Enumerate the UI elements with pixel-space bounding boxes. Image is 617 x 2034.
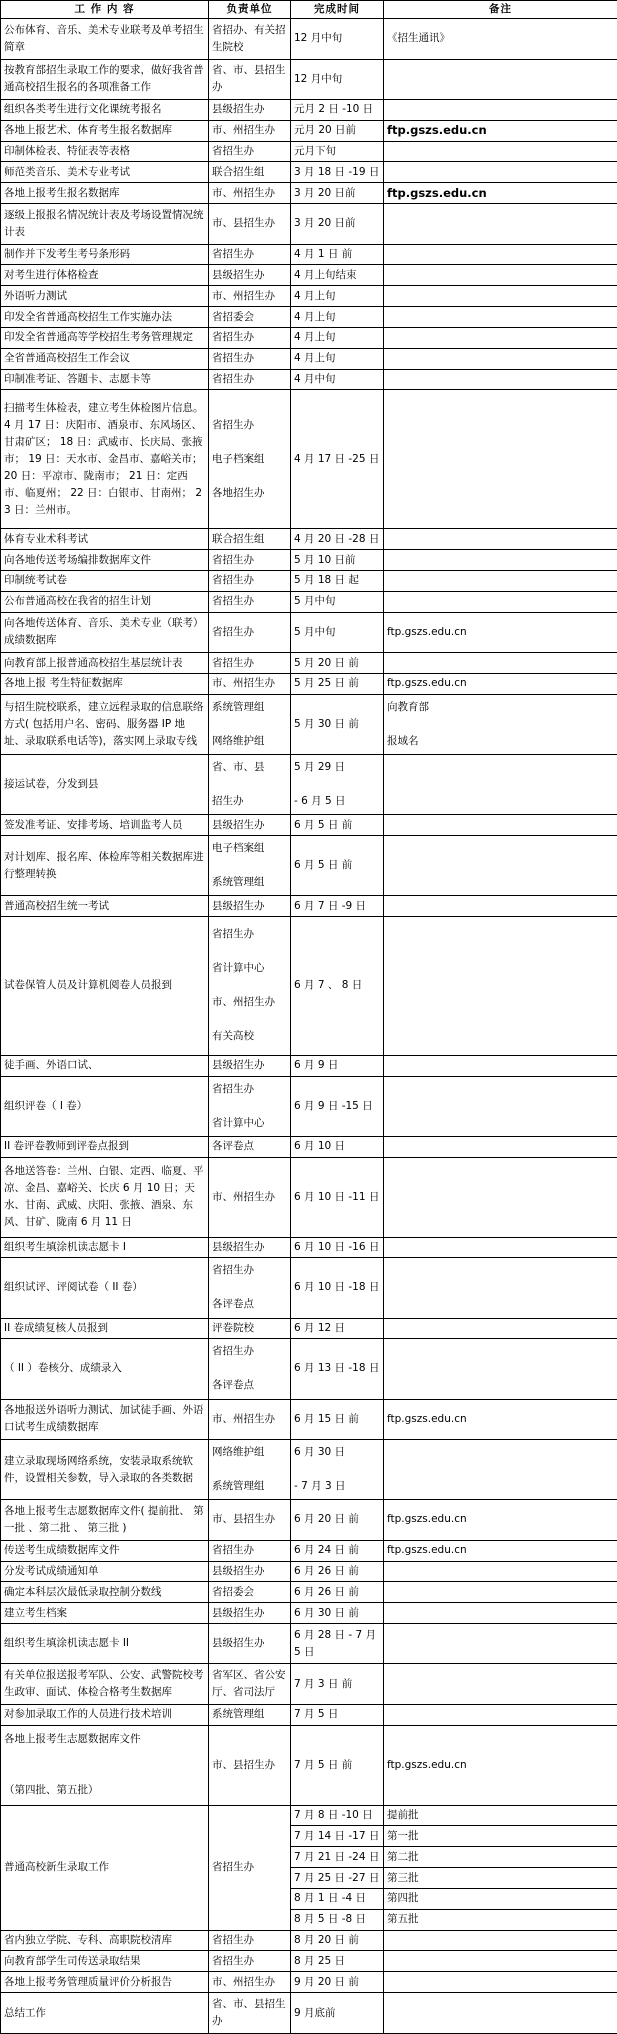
unit-cell: 省招生办 (209, 348, 291, 369)
task-cell: 确定本科层次最低录取控制分数线 (1, 1582, 209, 1603)
unit-cell: 省招生办 各评卷点 (209, 1258, 291, 1318)
time-cell: 4 月上旬 (291, 286, 384, 307)
note-cell (384, 916, 617, 1055)
table-row (1, 1540, 617, 1561)
time-cell: 6 月 10 日 (291, 1136, 384, 1157)
note-cell (384, 307, 617, 328)
note-cell: 《招生通讯》 (384, 19, 617, 60)
unit-cell: 省招生办 (209, 369, 291, 390)
table-row (1, 369, 617, 390)
unit-cell: 省招生办 省计算中心 (209, 1076, 291, 1136)
table-row (1, 1258, 617, 1318)
time-cell: 9 月 20 日 前 (291, 1972, 384, 1993)
unit-cell: 县级招生办 (209, 1603, 291, 1624)
task-cell: 按教育部招生录取工作的要求，做好我省普通高校招生报名的各项准备工作 (1, 59, 209, 100)
time-cell: 3 月 18 日 -19 日 (291, 162, 384, 183)
task-cell: 外语听力测试 (1, 286, 209, 307)
time-cell: 6 月 12 日 (291, 1318, 384, 1339)
note-cell (384, 1951, 617, 1972)
unit-cell: 市、县招生办 (209, 1725, 291, 1805)
table-row (1, 1972, 617, 1993)
unit-cell: 市、州招生办 (209, 1399, 291, 1440)
unit-cell: 市、州招生办 (209, 1157, 291, 1237)
note-cell (384, 1603, 617, 1624)
task-cell: 公布体育、音乐、美术专业联考及单考招生简章 (1, 19, 209, 60)
unit-cell: 省招生办 (209, 141, 291, 162)
table-row (1, 754, 617, 814)
note-cell (384, 348, 617, 369)
task-cell: 试卷保管人员及计算机阅卷人员报到 (1, 916, 209, 1055)
time-cell: 6 月 15 日 前 (291, 1399, 384, 1440)
time-cell: 5 月中旬 (291, 591, 384, 612)
task-cell: 对计划库、报名库、体检库等相关数据库进行整理转换 (1, 835, 209, 895)
table-row (1, 1664, 617, 1705)
note-cell: 第三批 (384, 1868, 617, 1889)
table-row (1, 1136, 617, 1157)
task-cell: 印发全省普通高等学校招生考务管理规定 (1, 327, 209, 348)
unit-cell: 县级招生办 (209, 100, 291, 121)
table-row (1, 1930, 617, 1951)
note-cell (384, 1157, 617, 1237)
note-cell (384, 1055, 617, 1076)
time-cell: 8 月 20 日 前 (291, 1930, 384, 1951)
note-cell (384, 835, 617, 895)
unit-cell: 县级招生办 (209, 1055, 291, 1076)
task-cell: 普通高校招生统一考试 (1, 896, 209, 917)
note-cell: ftp.gszs.edu.cn (384, 183, 617, 204)
note-cell (384, 1318, 617, 1339)
task-cell: 各地上报考务管理质量评价分析报告 (1, 1972, 209, 1993)
unit-cell: 县级招生办 (209, 265, 291, 286)
time-cell: 7 月 5 日 (291, 1704, 384, 1725)
table-row (1, 815, 617, 836)
task-cell: 各地上报考生志愿数据库文件( 提前批、 第一批 、第二批 、 第三批 ) (1, 1500, 209, 1541)
note-cell (384, 369, 617, 390)
time-cell: 7 月 3 日 前 (291, 1664, 384, 1705)
note-cell: ftp.gszs.edu.cn (384, 1500, 617, 1541)
note-cell (384, 162, 617, 183)
table-row (1, 916, 617, 1055)
task-cell: 师范类音乐、美术专业考试 (1, 162, 209, 183)
task-cell: 各地上报考生志愿数据库文件 （第四批、第五批） (1, 1725, 209, 1805)
task-cell: 各地送答卷：兰州、白银、定西、临夏、平凉、金昌、嘉峪关、长庆 6 月 10 日；天水、甘南、武威、庆阳、张掖、酒泉、东风、甘矿、陇南 6 月 11 日 (1, 1157, 209, 1237)
unit-cell: 联合招生组 (209, 529, 291, 550)
table-row (1, 348, 617, 369)
unit-cell: 市、州招生办 (209, 286, 291, 307)
note-cell: 向教育部 报域名 (384, 694, 617, 754)
task-cell: 向各地传送考场编排数据库文件 (1, 550, 209, 571)
task-cell: 印制体检表、特征表等表格 (1, 141, 209, 162)
table-row (1, 100, 617, 121)
table-row (1, 1951, 617, 1972)
unit-cell: 省、市、县招生办 (209, 59, 291, 100)
time-cell: 6 月 5 日 前 (291, 835, 384, 895)
time-cell: 4 月上旬 (291, 327, 384, 348)
table-row (1, 120, 617, 141)
task-cell: 制作并下发考生考号条形码 (1, 244, 209, 265)
note-cell (384, 204, 617, 245)
time-cell: 6 月 26 日 前 (291, 1561, 384, 1582)
table-row (1, 19, 617, 60)
table-row (1, 183, 617, 204)
task-cell: 建立考生档案 (1, 1603, 209, 1624)
note-cell (384, 1076, 617, 1136)
note-cell (384, 1561, 617, 1582)
time-cell: 5 月 20 日 前 (291, 653, 384, 674)
table-row (1, 307, 617, 328)
table-row (1, 1318, 617, 1339)
unit-cell: 系统管理组 网络维护组 (209, 694, 291, 754)
unit-cell: 省招生办 各评卷点 (209, 1339, 291, 1399)
note-cell (384, 1258, 617, 1318)
unit-cell: 省、市、县招生办 (209, 1993, 291, 2034)
task-cell: 组织考生填涂机读志愿卡 I (1, 1237, 209, 1258)
time-cell: 6 月 30 日 前 (291, 1603, 384, 1624)
table-row (1, 1440, 617, 1500)
note-cell: ftp.gszs.edu.cn (384, 120, 617, 141)
time-cell: 6 月 30 日 - 7 月 3 日 (291, 1440, 384, 1500)
time-cell: 12 月中旬 (291, 59, 384, 100)
time-cell: 4 月 17 日 -25 日 (291, 390, 384, 529)
task-cell: 有关单位报送报考军队、公安、武警院校考生政审、面试、体检合格考生数据库 (1, 1664, 209, 1705)
unit-cell: 省招生办 省计算中心 市、州招生办 有关高校 (209, 916, 291, 1055)
unit-cell: 省招生办 (209, 653, 291, 674)
time-cell: 6 月 13 日 -18 日 (291, 1339, 384, 1399)
note-cell (384, 244, 617, 265)
time-cell: 4 月上旬 (291, 348, 384, 369)
time-cell: 7 月 8 日 -10 日 (291, 1805, 384, 1826)
table-row (1, 1076, 617, 1136)
task-cell: II 卷评卷教师到评卷点报到 (1, 1136, 209, 1157)
table-row (1, 141, 617, 162)
note-cell (384, 1136, 617, 1157)
unit-cell: 县级招生办 (209, 1623, 291, 1664)
task-cell: 各地上报 考生特征数据库 (1, 673, 209, 694)
time-cell: 5 月 30 日 前 (291, 694, 384, 754)
task-cell: 与招生院校联系，建立远程录取的信息联络方式( 包括用户名、密码、服务器 IP 地址、录取联系电话等)，落实网上录取专线 (1, 694, 209, 754)
note-cell (384, 1237, 617, 1258)
task-cell: 对考生进行体格检查 (1, 265, 209, 286)
note-cell (384, 100, 617, 121)
unit-cell: 评卷院校 (209, 1318, 291, 1339)
table-row (1, 1993, 617, 2034)
header-time: 完成时间 (291, 1, 384, 19)
note-cell (384, 327, 617, 348)
unit-cell: 县级招生办 (209, 896, 291, 917)
task-cell: 徒手画、外语口试、 (1, 1055, 209, 1076)
unit-cell: 省军区、省公安厅、省司法厅 (209, 1664, 291, 1705)
note-cell: 第一批 (384, 1826, 617, 1847)
unit-cell: 市、县招生办 (209, 1500, 291, 1541)
note-cell: ftp.gszs.edu.cn (384, 1399, 617, 1440)
header-note: 备注 (384, 1, 617, 19)
table-row (1, 835, 617, 895)
time-cell: 4 月 20 日 -28 日 (291, 529, 384, 550)
unit-cell: 市、州招生办 (209, 673, 291, 694)
note-cell (384, 754, 617, 814)
note-cell (384, 390, 617, 529)
time-cell: 6 月 5 日 前 (291, 815, 384, 836)
note-cell: ftp.gszs.edu.cn (384, 1725, 617, 1805)
header-unit: 负责单位 (209, 1, 291, 19)
unit-cell: 省招生办 (209, 550, 291, 571)
note-cell: ftp.gszs.edu.cn (384, 673, 617, 694)
time-cell: 6 月 9 日 (291, 1055, 384, 1076)
time-cell: 6 月 9 日 -15 日 (291, 1076, 384, 1136)
note-cell (384, 1623, 617, 1664)
task-cell: 印发全省普通高校招生工作实施办法 (1, 307, 209, 328)
unit-cell: 各评卷点 (209, 1136, 291, 1157)
table-row (1, 59, 617, 100)
task-cell: 向各地传送体育、音乐、美术专业（联考）成绩数据库 (1, 612, 209, 653)
time-cell: 12 月中旬 (291, 19, 384, 60)
table-row (1, 286, 617, 307)
note-cell: 第二批 (384, 1847, 617, 1868)
task-cell: 印制准考证、答题卡、志愿卡等 (1, 369, 209, 390)
table-row (1, 529, 617, 550)
table-row (1, 327, 617, 348)
note-cell (384, 265, 617, 286)
unit-cell: 省招生办 (209, 1930, 291, 1951)
header-task: 工 作 内 容 (1, 1, 209, 19)
unit-cell: 省招生办 (209, 1951, 291, 1972)
table-row (1, 1055, 617, 1076)
time-cell: 4 月 1 日 前 (291, 244, 384, 265)
time-cell: 3 月 20 日前 (291, 204, 384, 245)
time-cell: 3 月 20 日前 (291, 183, 384, 204)
table-row (1, 1725, 617, 1805)
note-cell (384, 1339, 617, 1399)
task-cell: 体育专业术科考试 (1, 529, 209, 550)
time-cell: 7 月 25 日 -27 日 (291, 1868, 384, 1889)
table-row (1, 1157, 617, 1237)
unit-cell: 省招生办 (209, 327, 291, 348)
time-cell: 5 月 29 日 - 6 月 5 日 (291, 754, 384, 814)
table-row (1, 1399, 617, 1440)
unit-cell: 市、州招生办 (209, 1972, 291, 1993)
task-cell: 向教育部学生司传送录取结果 (1, 1951, 209, 1972)
task-cell: （ II ）卷核分、成绩录入 (1, 1339, 209, 1399)
unit-cell: 省招委会 (209, 307, 291, 328)
unit-cell: 县级招生办 (209, 1237, 291, 1258)
unit-cell: 省招生办 (209, 244, 291, 265)
task-cell: 分发考试成绩通知单 (1, 1561, 209, 1582)
task-cell: 各地上报艺术、体育考生报名数据库 (1, 120, 209, 141)
time-cell: 4 月中旬 (291, 369, 384, 390)
task-cell: 逐级上报报名情况统计表及考场设置情况统计表 (1, 204, 209, 245)
task-cell: 全省普通高校招生工作会议 (1, 348, 209, 369)
task-cell: 组织评卷（ I 卷） (1, 1076, 209, 1136)
task-cell: 普通高校新生录取工作 (1, 1805, 209, 1930)
table-row (1, 1623, 617, 1664)
note-cell: 第五批 (384, 1909, 617, 1930)
task-cell: 组织试评、评阅试卷（ II 卷） (1, 1258, 209, 1318)
task-cell: 接运试卷，分发到县 (1, 754, 209, 814)
table-row (1, 265, 617, 286)
unit-cell: 县级招生办 (209, 815, 291, 836)
task-cell: 扫描考生体检表，建立考生体检图片信息。 4 月 17 日：庆阳市、酒泉市、东风场区、甘肃矿区； 18 日：武威市、长庆局、张掖市； 19 日：天水市、金昌市、嘉峪关市； 20 日：平凉市、陇南市； 21 日：定西市、临夏州； 22 日：白银市、甘南州； 23 日：兰州市。 (1, 390, 209, 529)
note-cell (384, 591, 617, 612)
task-cell: 印制统考试卷 (1, 570, 209, 591)
time-cell: 7 月 14 日 -17 日 (291, 1826, 384, 1847)
note-cell (384, 1582, 617, 1603)
time-cell: 6 月 10 日 -16 日 (291, 1237, 384, 1258)
note-cell (384, 815, 617, 836)
time-cell: 4 月上旬 (291, 307, 384, 328)
table-row (1, 1603, 617, 1624)
note-cell (384, 550, 617, 571)
unit-cell: 市、县招生办 (209, 204, 291, 245)
note-cell (384, 529, 617, 550)
unit-cell: 省招委会 (209, 1582, 291, 1603)
task-cell: 传送考生成绩数据库文件 (1, 1540, 209, 1561)
task-cell: II 卷成绩复核人员报到 (1, 1318, 209, 1339)
unit-cell: 省、市、县 招生办 (209, 754, 291, 814)
time-cell: 7 月 5 日 前 (291, 1725, 384, 1805)
time-cell: 元月 2 日 -10 日 (291, 100, 384, 121)
note-cell (384, 1664, 617, 1705)
table-row (1, 390, 617, 529)
table-row (1, 673, 617, 694)
note-cell: 提前批 (384, 1805, 617, 1826)
table-row (1, 1339, 617, 1399)
time-cell: 6 月 20 日 前 (291, 1500, 384, 1541)
time-cell: 9 月底前 (291, 1993, 384, 2034)
note-cell (384, 1704, 617, 1725)
time-cell: 元月下旬 (291, 141, 384, 162)
note-cell: ftp.gszs.edu.cn (384, 1540, 617, 1561)
time-cell: 7 月 21 日 -24 日 (291, 1847, 384, 1868)
table-row (1, 1582, 617, 1603)
unit-cell: 省招生办 电子档案组 各地招生办 (209, 390, 291, 529)
note-cell (384, 1993, 617, 2034)
unit-cell: 市、州招生办 (209, 183, 291, 204)
note-cell: ftp.gszs.edu.cn (384, 612, 617, 653)
note-cell (384, 570, 617, 591)
table-row (1, 591, 617, 612)
unit-cell: 市、州招生办 (209, 120, 291, 141)
table-row (1, 162, 617, 183)
task-cell: 签发准考证、安排考场、培训监考人员 (1, 815, 209, 836)
note-cell (384, 896, 617, 917)
time-cell: 6 月 24 日 前 (291, 1540, 384, 1561)
unit-cell: 省招生办 (209, 1805, 291, 1930)
task-cell: 省内独立学院、专科、高职院校清库 (1, 1930, 209, 1951)
table-row (1, 244, 617, 265)
time-cell: 5 月 18 日 起 (291, 570, 384, 591)
unit-cell: 网络维护组 系统管理组 (209, 1440, 291, 1500)
unit-cell: 系统管理组 (209, 1704, 291, 1725)
table-row (1, 204, 617, 245)
task-cell: 组织各类考生进行文化课统考报名 (1, 100, 209, 121)
note-cell (384, 286, 617, 307)
table-row (1, 612, 617, 653)
time-cell: 6 月 7 日 -9 日 (291, 896, 384, 917)
table-row (1, 694, 617, 754)
unit-cell: 省招生办 (209, 591, 291, 612)
task-cell: 公布普通高校在我省的招生计划 (1, 591, 209, 612)
task-cell: 组织考生填涂机读志愿卡 II (1, 1623, 209, 1664)
time-cell: 5 月 10 日前 (291, 550, 384, 571)
unit-cell: 县级招生办 (209, 1561, 291, 1582)
schedule-body (1, 19, 617, 2034)
time-cell: 元月 20 日前 (291, 120, 384, 141)
time-cell: 6 月 28 日 - 7 月 5 日 (291, 1623, 384, 1664)
table-row (1, 1500, 617, 1541)
unit-cell: 省招生办 (209, 1540, 291, 1561)
unit-cell: 电子档案组 系统管理组 (209, 835, 291, 895)
time-cell: 8 月 1 日 -4 日 (291, 1888, 384, 1909)
task-cell: 各地上报考生报名数据库 (1, 183, 209, 204)
unit-cell: 省招生办 (209, 570, 291, 591)
time-cell: 6 月 10 日 -11 日 (291, 1157, 384, 1237)
table-row (1, 896, 617, 917)
time-cell: 6 月 26 日 前 (291, 1582, 384, 1603)
time-cell: 8 月 25 日 (291, 1951, 384, 1972)
time-cell: 6 月 10 日 -18 日 (291, 1258, 384, 1318)
header-row (1, 1, 617, 19)
unit-cell: 省招办、有关招生院校 (209, 19, 291, 60)
note-cell (384, 1930, 617, 1951)
time-cell: 4 月上旬结束 (291, 265, 384, 286)
note-cell (384, 141, 617, 162)
table-row (1, 1704, 617, 1725)
unit-cell: 联合招生组 (209, 162, 291, 183)
note-cell: 第四批 (384, 1888, 617, 1909)
task-cell: 向教育部上报普通高校招生基层统计表 (1, 653, 209, 674)
task-cell: 总结工作 (1, 1993, 209, 2034)
time-cell: 6 月 7 、 8 日 (291, 916, 384, 1055)
table-row (1, 1237, 617, 1258)
task-cell: 各地报送外语听力测试、加试徒手画、外语口试考生成绩数据库 (1, 1399, 209, 1440)
time-cell: 5 月 25 日 前 (291, 673, 384, 694)
note-cell (384, 653, 617, 674)
task-cell: 建立录取现场网络系统，安装录取系统软件，设置相关参数，导入录取的各类数据 (1, 1440, 209, 1500)
note-cell (384, 1972, 617, 1993)
time-cell: 8 月 5 日 -8 日 (291, 1909, 384, 1930)
note-cell (384, 1440, 617, 1500)
time-cell: 5 月中旬 (291, 612, 384, 653)
table-row (1, 1561, 617, 1582)
table-row (1, 653, 617, 674)
table-row (1, 550, 617, 571)
unit-cell: 省招生办 (209, 612, 291, 653)
note-cell (384, 59, 617, 100)
table-row (1, 1805, 617, 1826)
table-row (1, 570, 617, 591)
task-cell: 对参加录取工作的人员进行技术培训 (1, 1704, 209, 1725)
